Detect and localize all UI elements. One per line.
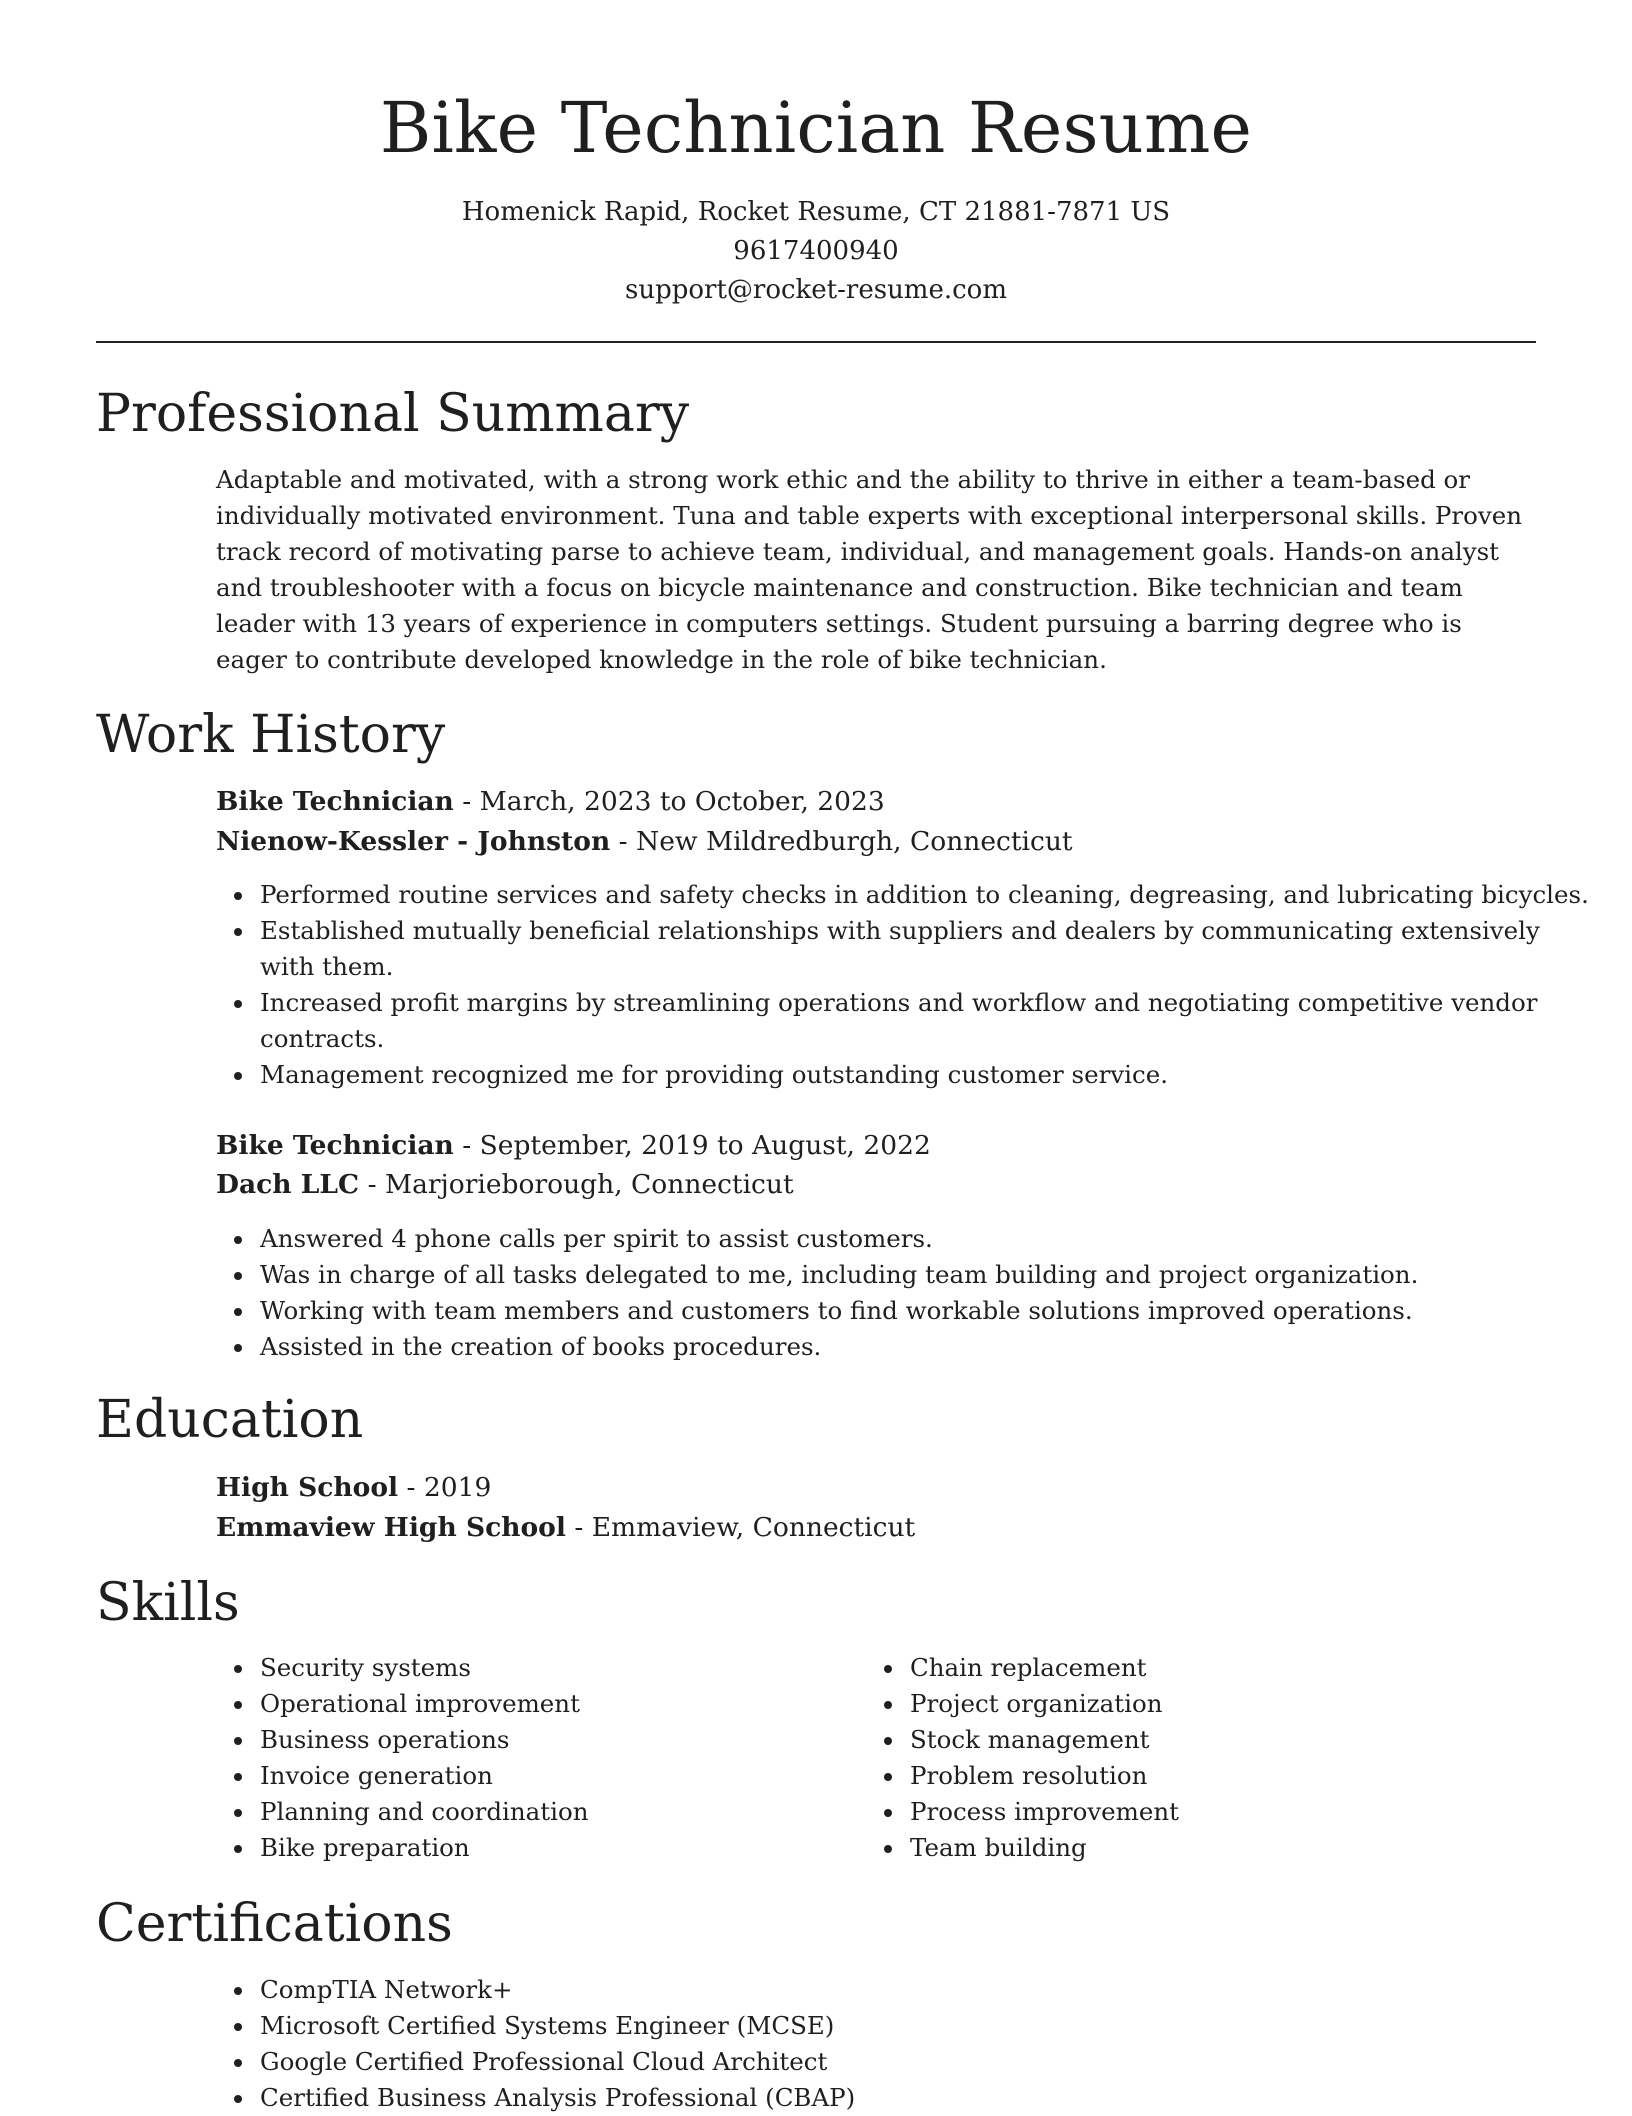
list-item: Business operations	[260, 1722, 1536, 1758]
list-item: Increased profit margins by streamlining operations and workflow and negotiating competitive vendor contracts.	[260, 985, 1590, 1057]
job-1-dates: - March, 2023 to October, 2023	[453, 786, 885, 817]
skills-right-column	[910, 1650, 1632, 1866]
list-item: Problem resolution	[910, 1758, 1632, 1794]
job-1-location: - New Mildredburgh, Connecticut	[610, 826, 1073, 857]
list-item: CompTIA Network+	[260, 1972, 1536, 2008]
contact-info	[96, 193, 1536, 310]
list-item: Team building	[910, 1830, 1632, 1866]
job-1-company: Nienow-Kessler - Johnston	[216, 826, 611, 857]
list-item: Invoice generation	[260, 1758, 1536, 1794]
list-item: Bike preparation	[260, 1830, 1536, 1866]
job-2-title: Bike Technician	[216, 1130, 454, 1161]
certifications-heading: Certifications	[96, 1894, 453, 1954]
job-1-bullets	[260, 877, 1589, 1093]
list-item: Project organization	[910, 1686, 1632, 1722]
job-2-title-line	[216, 1126, 931, 1166]
list-item: Google Certified Professional Cloud Architect	[260, 2044, 1536, 2080]
job-2-bullets	[260, 1221, 1536, 1365]
list-item: Was in charge of all tasks delegated to me, including team building and project organization.	[260, 1257, 1536, 1293]
list-item: Process improvement	[910, 1794, 1632, 1830]
contact-address: Homenick Rapid, Rocket Resume, CT 21881-7871 US	[461, 197, 1171, 227]
education-degree: High School	[216, 1472, 399, 1503]
job-2-company-line	[216, 1165, 794, 1205]
job-2-company: Dach LLC	[216, 1169, 360, 1200]
education-degree-line	[216, 1468, 491, 1508]
list-item: Security systems	[260, 1650, 1536, 1686]
education-school-line	[216, 1508, 915, 1548]
job-1-company-line	[216, 822, 1073, 862]
summary-text: Adaptable and motivated, with a strong work ethic and the ability to thrive in either a team-based or individually motivated environment. Tuna and table experts with exceptional interpersonal skills. Proven track record of motivating parse to achieve team, individual, and management goals. Hands-on analyst and troubleshooter with a focus on bicycle maintenance and construction. Bike technician and team leader with 13 years of experience in computers settings. Student pursuing a barring degree who is eager to contribute developed knowledge in the role of bike technician.	[216, 465, 1522, 674]
header-divider	[96, 341, 1536, 343]
list-item: Performed routine services and safety checks in addition to cleaning, degreasing, and lubricating bicycles.	[260, 877, 1536, 913]
summary-heading: Professional Summary	[96, 384, 690, 444]
list-item: Operational improvement	[260, 1686, 1536, 1722]
contact-phone: 9617400940	[733, 236, 899, 266]
resume-page	[96, 0, 1589, 2112]
list-item: Planning and coordination	[260, 1794, 1536, 1830]
list-item: Chain replacement	[910, 1650, 1632, 1686]
contact-email: support@rocket-resume.com	[624, 275, 1007, 305]
list-item: Certified Business Analysis Professional (CBAP)	[260, 2080, 1536, 2116]
education-heading: Education	[96, 1390, 364, 1450]
education-year: - 2019	[398, 1472, 492, 1503]
list-item: Answered 4 phone calls per spirit to assist customers.	[260, 1221, 1536, 1257]
work-history-heading: Work History	[96, 705, 446, 765]
job-1-title-line	[216, 782, 885, 822]
skills-heading: Skills	[96, 1573, 240, 1633]
list-item: Management recognized me for providing outstanding customer service.	[260, 1057, 1536, 1093]
certifications-list	[260, 1972, 1536, 2116]
list-item: Established mutually beneficial relationships with suppliers and dealers by communicating extensively with them.	[260, 913, 1590, 985]
job-1-title: Bike Technician	[216, 786, 454, 817]
resume-title: Bike Technician Resume	[379, 87, 1253, 169]
list-item: Stock management	[910, 1722, 1632, 1758]
job-2-dates: - September, 2019 to August, 2022	[453, 1130, 931, 1161]
education-school: Emmaview High School	[216, 1512, 566, 1543]
education-location: - Emmaview, Connecticut	[565, 1512, 916, 1543]
list-item: Microsoft Certified Systems Engineer (MCSE)	[260, 2008, 1536, 2044]
list-item: Assisted in the creation of books procedures.	[260, 1329, 1536, 1365]
job-2-location: - Marjorieborough, Connecticut	[359, 1169, 794, 1200]
list-item: Working with team members and customers to find workable solutions improved operations.	[260, 1293, 1536, 1329]
